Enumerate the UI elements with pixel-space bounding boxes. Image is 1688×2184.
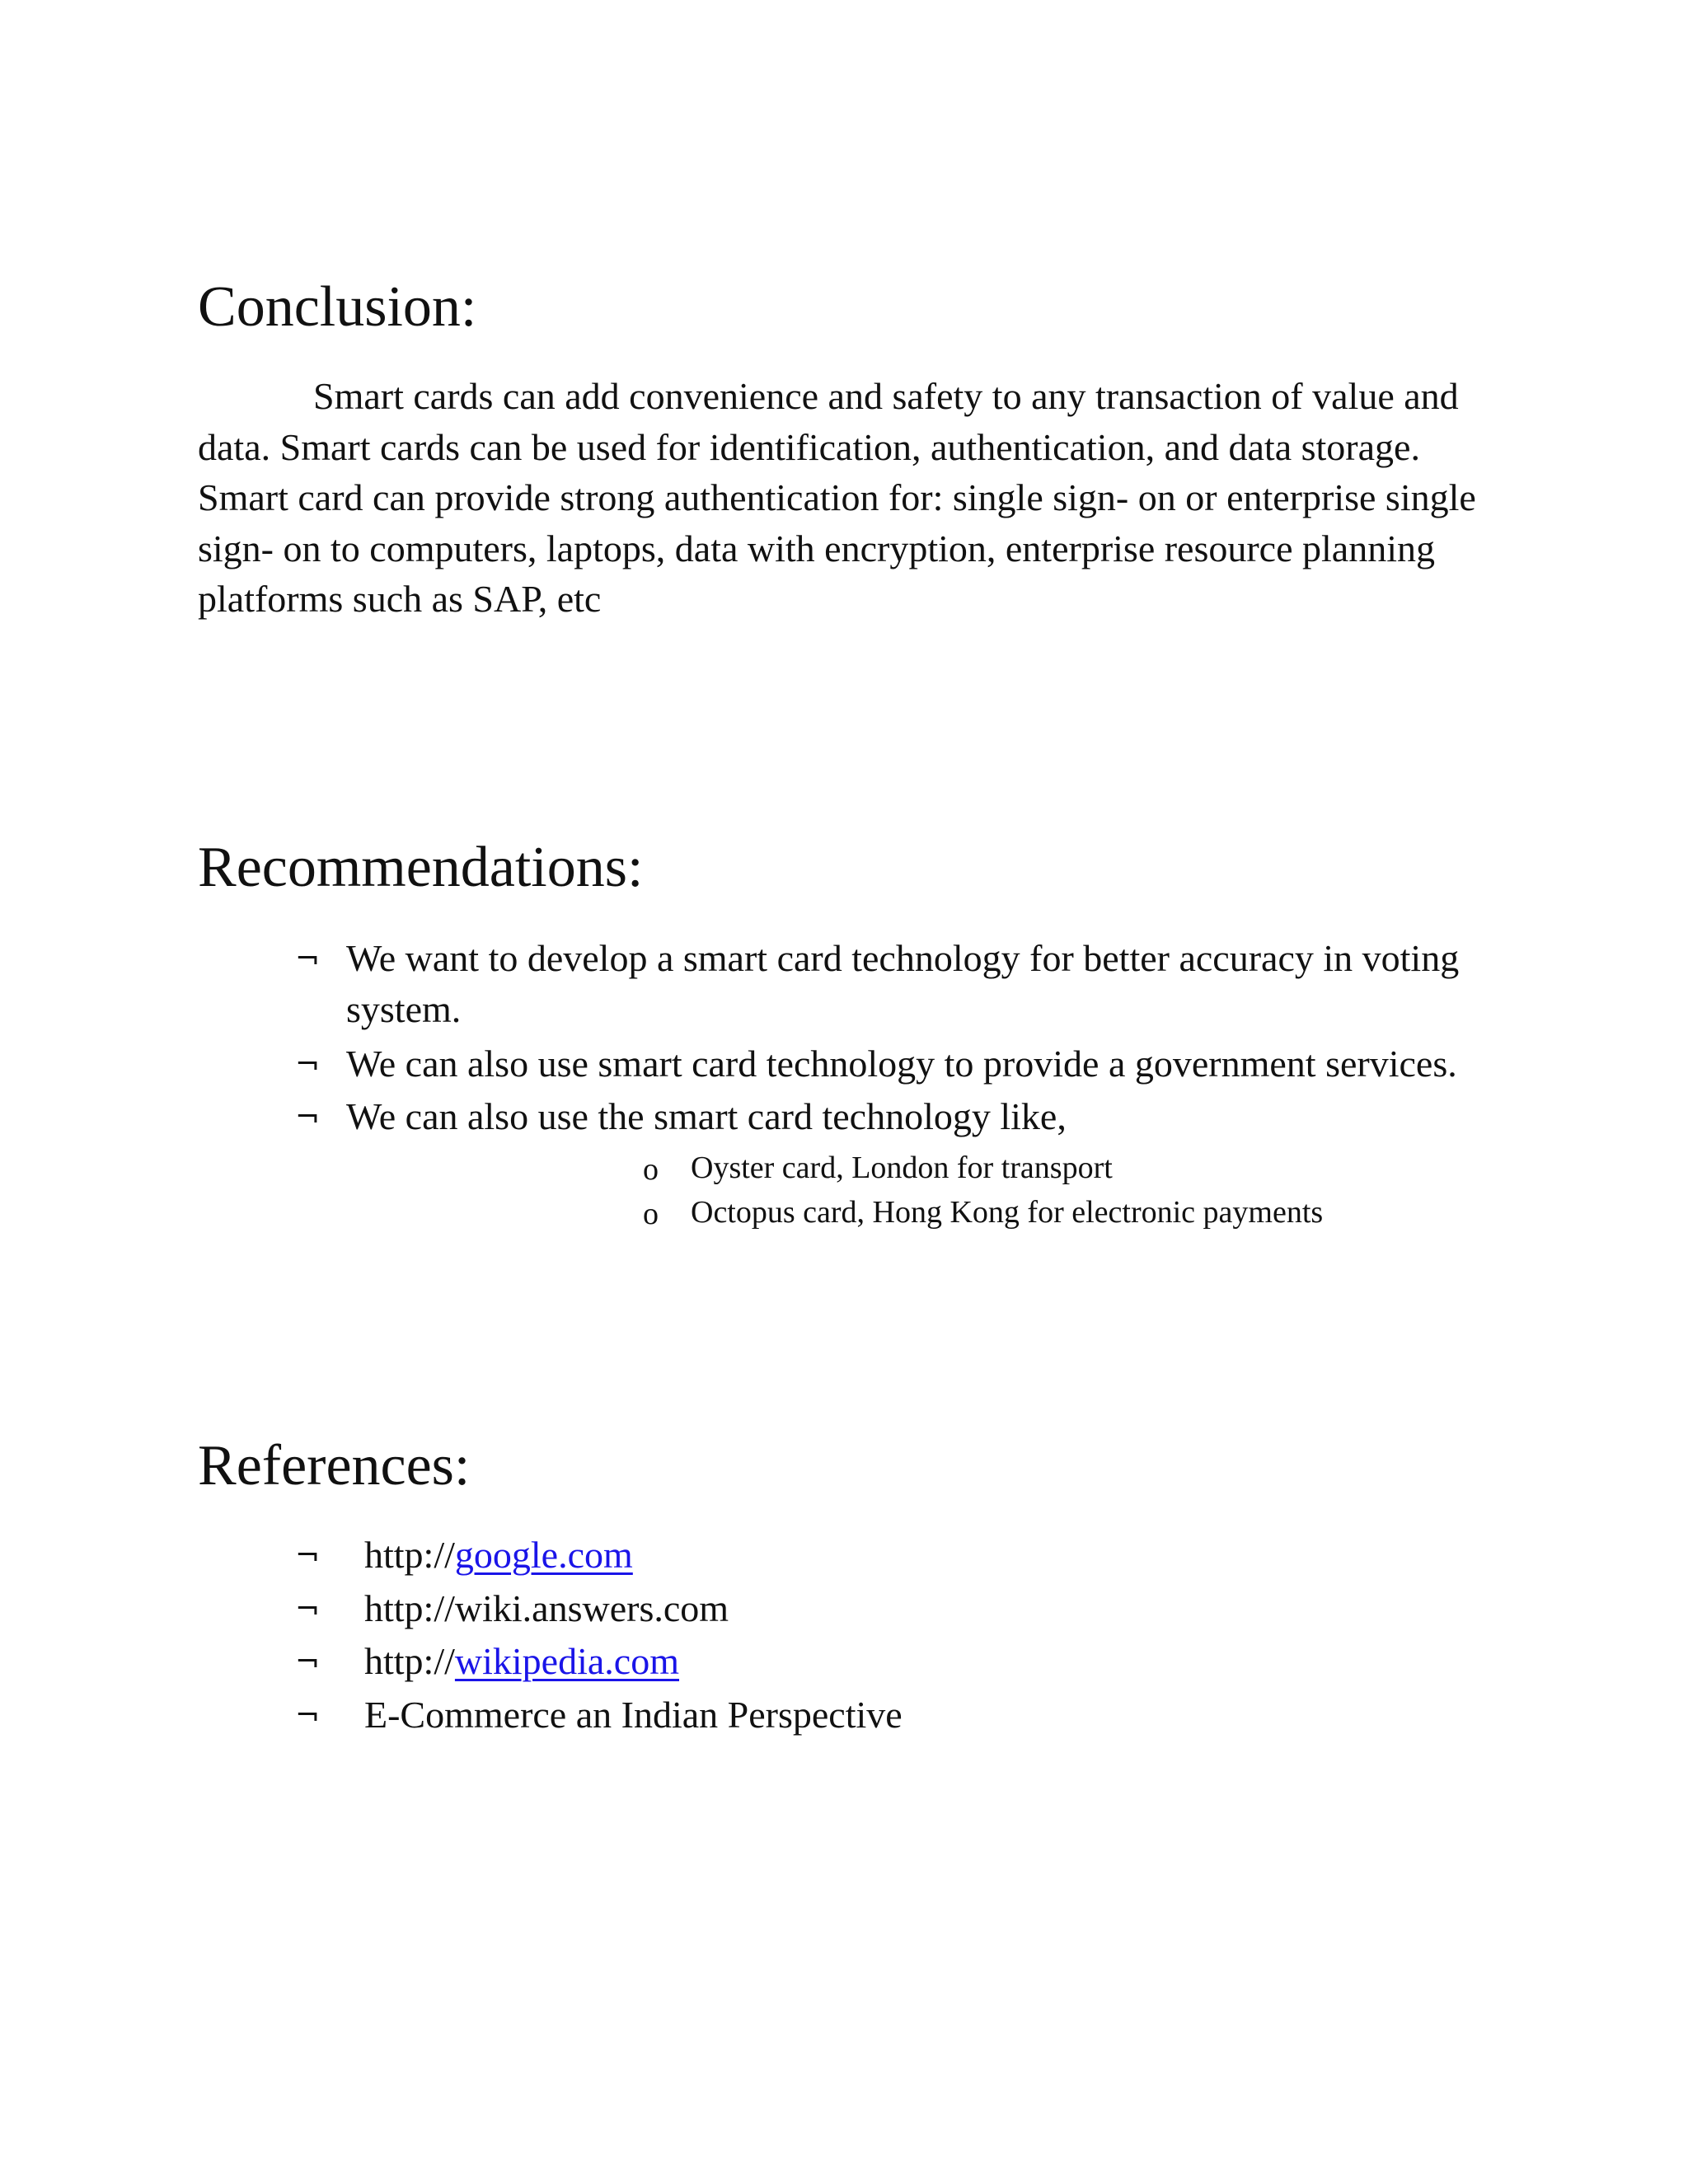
google-link[interactable]: google.com <box>454 1534 633 1576</box>
bullet-marker: ¬ <box>295 1699 321 1732</box>
recommendation-text: We want to develop a smart card technology for better accuracy in voting <box>346 937 1460 979</box>
reference-text: E-Commerce an Indian Perspective <box>364 1694 903 1736</box>
sub-item-text: Octopus card, Hong Kong for electronic payments <box>691 1195 1324 1230</box>
reference-text: http://wiki.answers.com <box>364 1587 729 1629</box>
bullet-marker: ¬ <box>295 942 321 976</box>
recommendations-heading: Recommendations: <box>198 836 644 899</box>
reference-prefix: http:// <box>364 1534 455 1576</box>
recommendation-text: We can also use smart card technology to provide a government services. <box>346 1043 1457 1085</box>
reference-text <box>364 1640 679 1682</box>
conclusion-heading: Conclusion: <box>198 275 477 339</box>
wikipedia-link[interactable]: wikipedia.com <box>454 1640 679 1682</box>
sub-item-text: Oyster card, London for transport <box>691 1151 1113 1185</box>
recommendation-text-continued: system. <box>346 988 462 1030</box>
bullet-marker: ¬ <box>295 1539 321 1572</box>
recommendation-text: We can also use the smart card technology like, <box>346 1095 1067 1137</box>
sub-bullet-marker: o <box>643 1152 659 1187</box>
bullet-marker: ¬ <box>295 1100 321 1134</box>
bullet-marker: ¬ <box>295 1645 321 1679</box>
conclusion-paragraph: Smart cards can add convenience and safety to any transaction of value and data. Smart cards can be used for identification, authentication, and data storage. Smart card can provide strong authentication for: single sign- on or enterprise single sign- on to computers, laptops, data with encryption, enterprise resource planning platforms such as SAP, etc <box>198 375 1476 620</box>
references-heading: References: <box>198 1434 471 1497</box>
reference-prefix: http:// <box>364 1640 455 1682</box>
bullet-marker: ¬ <box>295 1047 321 1081</box>
sub-bullet-marker: o <box>643 1197 659 1231</box>
bullet-marker: ¬ <box>295 1592 321 1626</box>
reference-text <box>364 1536 633 1574</box>
